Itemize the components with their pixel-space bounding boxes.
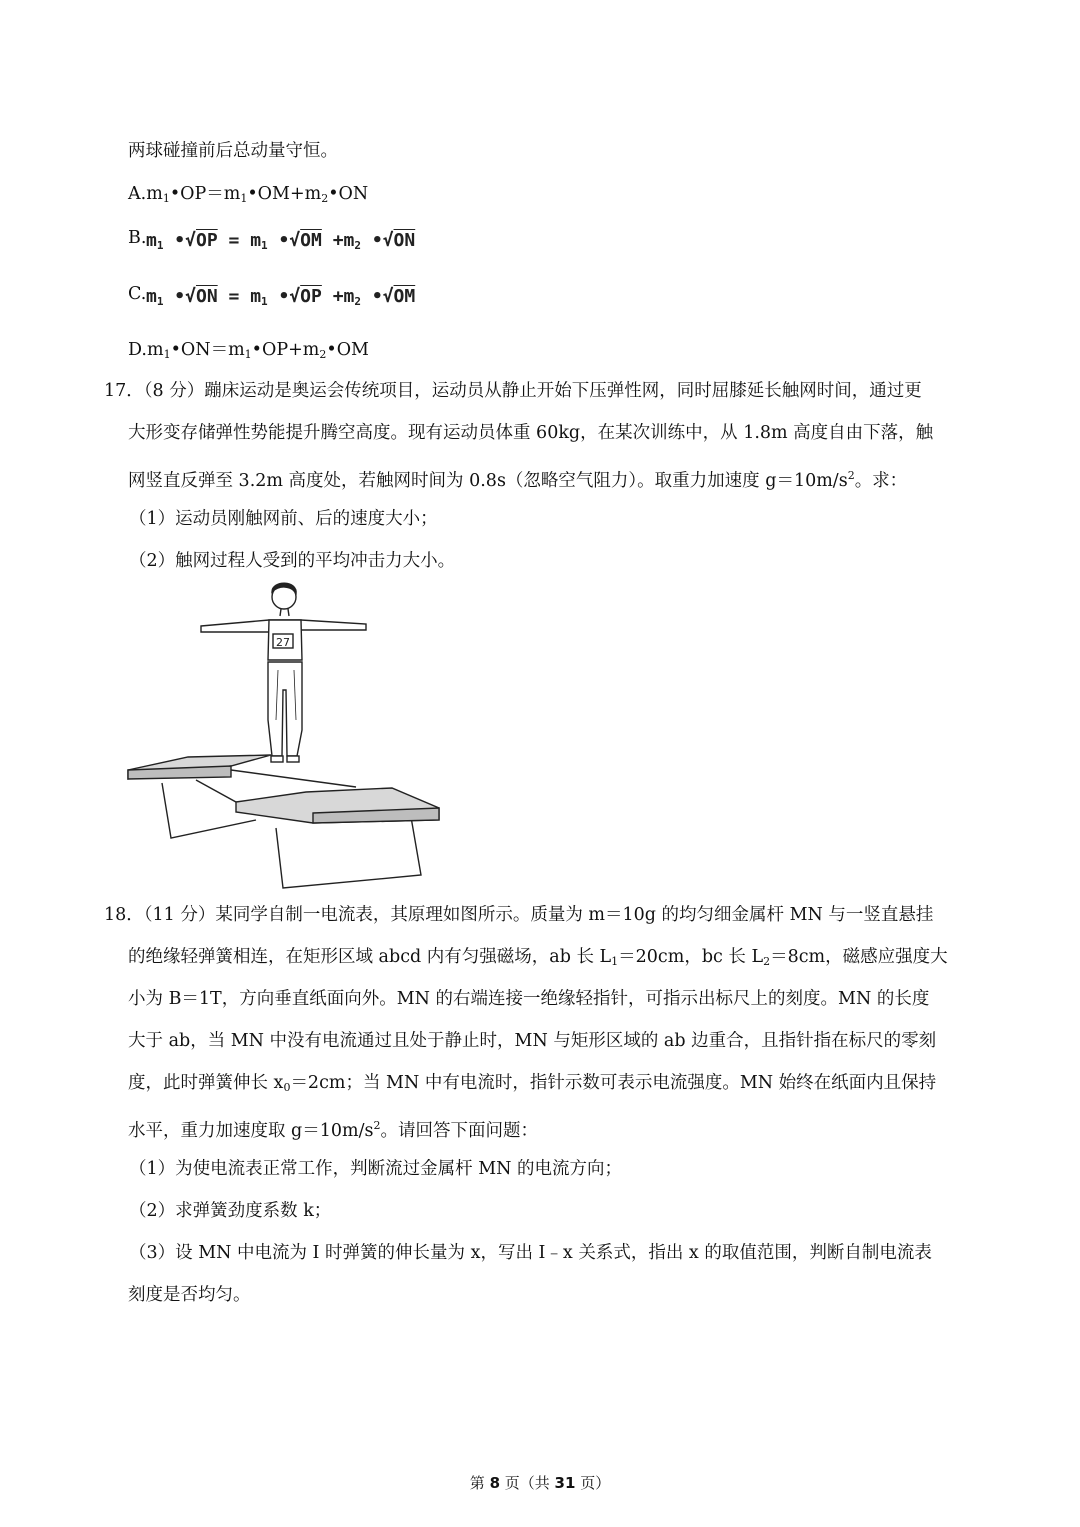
q18-line-2: 的绝缘轻弹簧相连，在矩形区域 abcd 内有匀强磁场，ab 长 $L_1=20cm$，bc 长 $L_2=8cm$，磁感应强度大 (128, 947, 948, 968)
trampoline-figure (126, 580, 446, 890)
q17-line-1: 17．（8 分）蹦床运动是奥运会传统项目，运动员从静止开始下压弹性网，同时屈膝延长触网时间，通过更 (104, 381, 922, 401)
q17-sub-2: （2）触网过程人受到的平均冲击力大小。 (129, 551, 456, 571)
q18-sub-1: （1）为使电流表正常工作，判断流过金属杆 MN 的电流方向； (129, 1159, 622, 1179)
option-a: $A.m_1•OP=m_1•OM+m_2•ON$ (128, 184, 369, 205)
page-footer: 第 8 页（共 31 页） (469, 1474, 611, 1492)
q18-line-1: 18．（11 分）某同学自制一电流表，其原理如图所示。质量为 m＝10g 的均匀细金属杆 MN 与一竖直悬挂 (104, 905, 934, 925)
option-b-formula: $m_1$ •√OP = $m_1$ •√OM $+m_2$ •√ON (146, 230, 416, 252)
page-number: 8 (489, 1474, 500, 1492)
q18-sub-3: （3）设 MN 中电流为 I 时弹簧的伸长量为 x，写出 I﹣x 关系式，指出 x 的取值范围，判断自制电流表 (129, 1243, 932, 1263)
page-total: 31 (554, 1474, 576, 1492)
q18-line-6: 水平，重力加速度取 $g=10m/s^2$。请回答下面问题： (128, 1119, 539, 1141)
q18-line-4: 大于 ab，当 MN 中没有电流通过且处于静止时，MN 与矩形区域的 ab 边重合，且指针指在标尺的零刻 (128, 1031, 937, 1051)
option-d: $D.m_1•ON=m_1•OP+m_2•OM$ (128, 340, 369, 361)
q18-sub-3-continued: 刻度是否均匀。 (128, 1285, 251, 1305)
bib-number: 27 (276, 636, 290, 649)
q17-line-3: 网竖直反弹至 3.2m 高度处，若触网时间为 0.8s（忽略空气阻力）。取重力加速度 $g=10m/s^2$。求： (128, 469, 908, 491)
option-c-formula: $m_1$ •√ON = $m_1$ •√OP $+m_2$ •√OM (146, 286, 416, 308)
q17-line-2: 大形变存储弹性势能提升腾空高度。现有运动员体重 60kg，在某次训练中，从 1.8m 高度自由下落，触 (128, 423, 934, 443)
q18-line-3: 小为 B＝1T，方向垂直纸面向外。MN 的右端连接一绝缘轻指针，可指示出标尺上的刻度。MN 的长度 (128, 989, 930, 1009)
q17-sub-1: （1）运动员刚触网前、后的速度大小； (129, 509, 438, 529)
intro-text: 两球碰撞前后总动量守恒。 (128, 141, 338, 161)
right-stand (276, 817, 421, 888)
q18-line-5: 度，此时弹簧伸长 $x_0=2cm$；当 MN 中有电流时，指针示数可表示电流强度。MN 始终在纸面内且保持 (128, 1073, 937, 1094)
document-page: 两球碰撞前后总动量守恒。 $A.m_1•OP=m_1•OM+m_2•ON$ B. $m_1$ •√OP = $m_1$ •√OM $+m_2$ •√ON C. $m_1$ •√ON = $m_1$ •√OP $+m_2$ •√OM $D.m_1•ON=m_1•OP+m_2•OM$ 17．（8 分）蹦床运动是奥运会传统项目，运动员从静止开始下压弹性网，同时屈膝延长触网时间，通过更 大形变存储弹性势能提升腾空高度。现有运动员体重 60kg，在某次训练中，从 1.8m 高度自由下落，触 网竖直反弹至 3.2m 高度处，若触网时间为 0.8s（忽略空气阻力）。取重力加速度 $g=10m/s^2$。求： （1）运动员刚触网前、后的速度大小； （2）触网过程人受到的平均冲击力大小。 27 18．（11 分）某同学自制一电流表，其原理如图所示。质量为 m＝10g 的均匀细金属杆 MN 与一竖直悬挂 的绝缘轻弹簧相连，在矩形区域 abcd 内有匀强磁场，ab 长 $L_1=20cm$，bc 长 $L_2=8cm$，磁感应强度大 小为 B＝1T，方向垂直纸面向外。MN 的右端连接一绝缘轻指针，可指示出标尺上的刻度。MN 的长度 大于 ab，当 MN 中没有电流通过且处于静止时，MN 与矩形区域的 ab 边重合，且指针指在标尺的零刻 度，此时弹簧伸长 $x_0=2cm$；当 MN 中有电流时，指针示数可表示电流强度。MN 始终在纸面内且保持 水平，重力加速度取 $g=10m/s^2$。请回答下面问题： （1）为使电流表正常工作，判断流过金属杆 MN 的电流方向； （2）求弹簧劲度系数 k； （3）设 MN 中电流为 I 时弹簧的伸长量为 x，写出 I﹣x 关系式，指出 x 的取值范围，判断自制电流表 刻度是否均匀。 第 8 页（共 31 页） (0, 0, 1080, 1527)
q18-sub-2: （2）求弹簧劲度系数 k； (129, 1201, 332, 1221)
